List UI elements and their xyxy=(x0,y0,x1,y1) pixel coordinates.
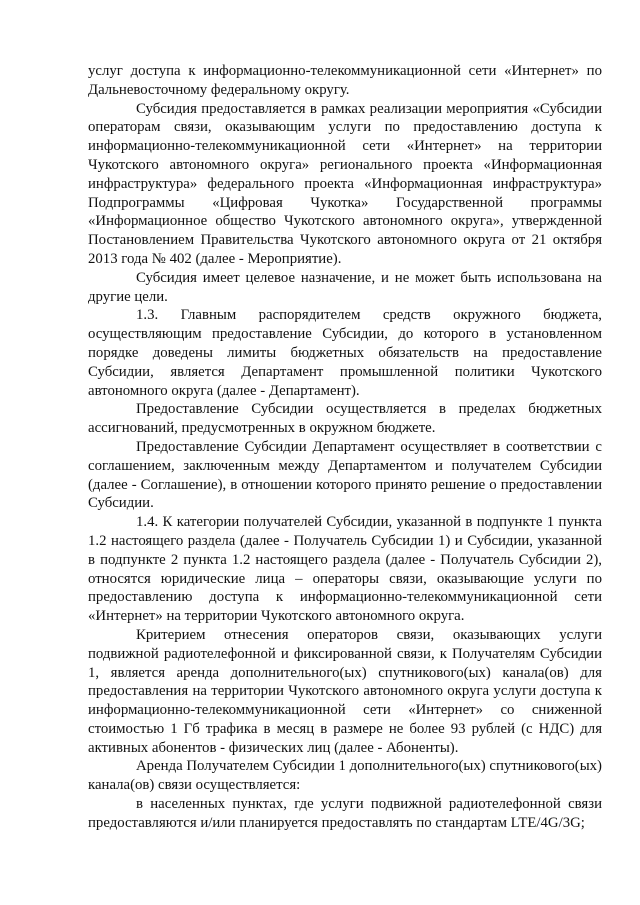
paragraph-section-1-3: 1.3. Главным распорядителем средств окружного бюджета, осуществляющим предоставление Субсидии, до которого в установленном порядке доведены лимиты бюджетных обязательств на предоставление Субсидии, является Департамент промышленной политики Чукотского автономного округа (далее - Департамент). xyxy=(88,307,602,399)
paragraph-subsidy-framework: Субсидия предоставляется в рамках реализации мероприятия «Субсидии операторам связи, оказывающим услуги по предоставлению доступа к информационно-телекоммуникационной сети «Интернет» на территории Чукотского автономного округа» регионального проекта «Информационная инфраструктура» федерального проекта «Информационная инфраструктура» Подпрограммы «Цифровая Чукотка» Государственной программы «Информационное общество Чукотского автономного округа», утвержденной Постановлением Правительства Чукотского автономного округа от 21 октября 2013 года № 402 (далее - Мероприятие). xyxy=(88,100,602,267)
paragraph-section-1-4: 1.4. К категории получателей Субсидии, указанной в подпункте 1 пункта 1.2 настоящего раздела (далее - Получатель Субсидии 1) и Субсидии, указанной в подпункте 2 пункта 1.2 настоящего раздела (далее - Получатель Субсидии 2), относятся юридические лица – операторы связи, оказывающие услуги по предоставлению доступа к информационно-телекоммуникационной сети «Интернет» на территории Чукотского автономного округа. xyxy=(88,514,602,625)
document-page xyxy=(88,62,602,833)
paragraph-continuation: услуг доступа к информационно-телекоммуникационной сети «Интернет» по Дальневосточному федеральному округу. xyxy=(88,63,602,98)
paragraph-purpose: Субсидия имеет целевое назначение, и не может быть использована на другие цели. xyxy=(88,269,602,305)
paragraph-agreement: Предоставление Субсидии Департамент осуществляет в соответствии с соглашением, заключенным между Департаментом и получателем Субсидии (далее - Соглашение), в отношении которого принято решение о предоставлении Субсидии. xyxy=(88,438,602,512)
paragraph-budget-limits: Предоставление Субсидии осуществляется в пределах бюджетных ассигнований, предусмотренных в окружном бюджете. xyxy=(88,401,602,437)
paragraph-settlements: в населенных пунктах, где услуги подвижной радиотелефонной связи предоставляются и/или планируется предоставлять по стандартам LTE/4G/3G; xyxy=(88,796,602,831)
paragraph-criterion: Критерием отнесения операторов связи, оказывающих услуги подвижной радиотелефонной и фиксированной связи, к Получателям Субсидии 1, является аренда дополнительного(ых) спутникового(ых) канала(ов) для предоставления на территории Чукотского автономного округа услуги доступа к информационно-телекоммуникационной сети «Интернет» со сниженной стоимостью 1 Гб трафика в месяц в размере не более 93 рублей (с НДС) для активных абонентов - физических лиц (далее - Абоненты). xyxy=(88,626,602,756)
paragraph-lease: Аренда Получателем Субсидии 1 дополнительного(ых) спутникового(ых) канала(ов) связи осуществляется: xyxy=(88,758,602,794)
